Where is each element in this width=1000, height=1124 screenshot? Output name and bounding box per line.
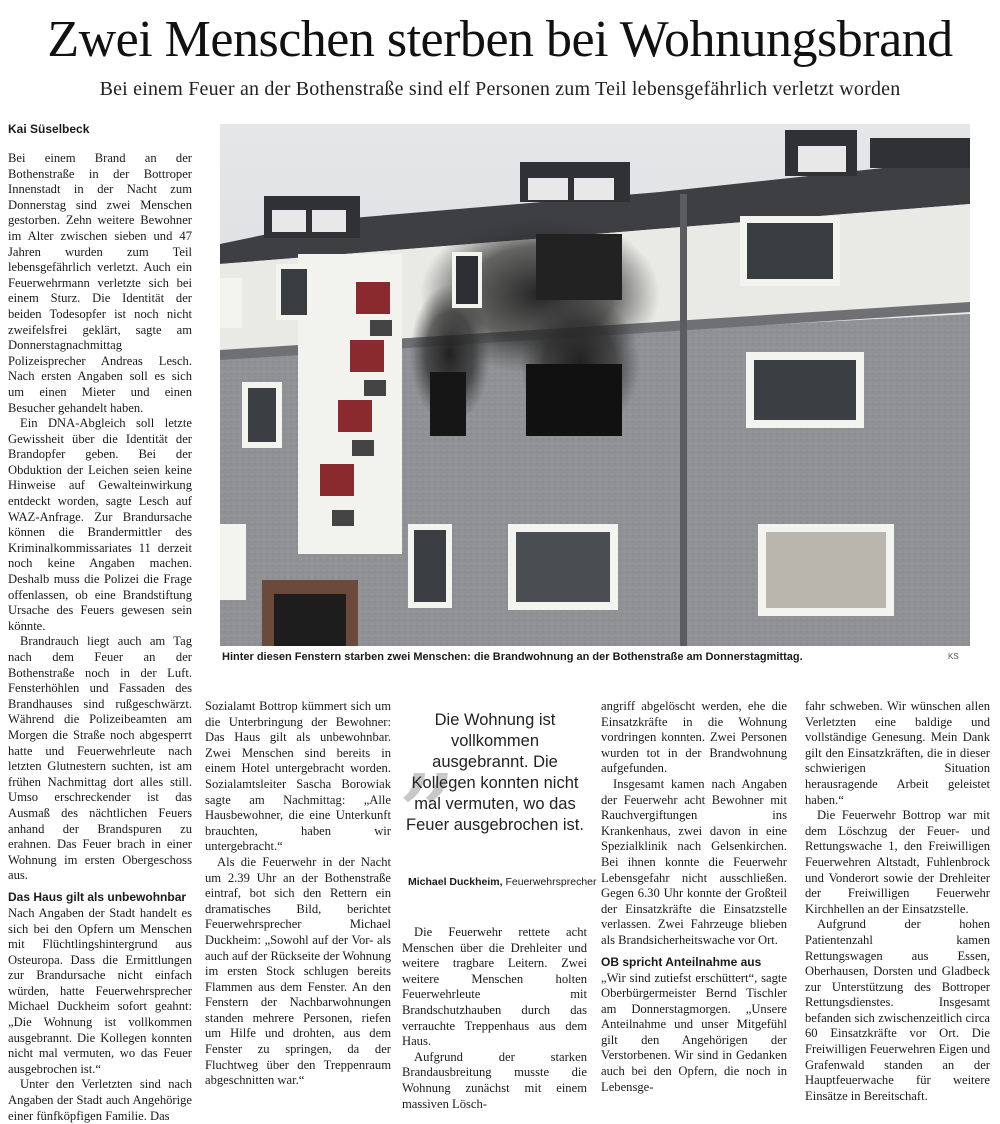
paragraph: angriff abgelöscht werden, ehe die Einsatzkräfte in die Wohnung vordringen konnten. Zwei Personen wurden tot in der Brandwohnung aufgefunden.: [601, 699, 787, 776]
paragraph: fahr schweben. Wir wünschen allen Verletzten eine baldige und vollständige Genesung. Mein Dank gilt den Einsatzkräften, die in dieser schwierigen Situation herausragende Arbeit geleistet haben.“: [805, 699, 990, 807]
subheading: Das Haus gilt als unbewohnbar: [8, 889, 187, 904]
article-column-1: [8, 151, 192, 1124]
paragraph: Aufgrund der hohen Patientenzahl kamen Rettungswagen aus Essen, Oberhausen, Dorsten und Gladbeck zur Unterstützung des Bottroper Rettungsdienstes. Insgesamt befanden sich zwischenzeitlich circa 60 Einsatzkräfte vor Ort. Die Freiwilligen Feuerwehren Eigen und Grafenwald standen an der Hauptfeuerwache für weitere Einsätze in Bereitschaft.: [805, 917, 991, 1103]
quote-author-name: Michael Duckheim,: [408, 876, 503, 888]
paragraph: Aufgrund der starken Brandausbreitung musste die Wohnung zunächst mit einem massiven Lösch-: [402, 1049, 587, 1111]
paragraph: Insgesamt kamen nach Angaben der Feuerwehr acht Bewohner mit Rauchvergiftungen ins Krankenhaus, zwei davon in eine Spezialklinik nach Gelsenkirchen. Bei ihnen konnte die Feuerwehr Lebensgefahr nicht ausschließen. Gegen 6.30 Uhr konnte der Großteil der Einsatzkräfte die Einsatzstelle verlassen. Zwei Fahrzeuge blieben als Brandsicherheitswache vor Ort.: [601, 776, 787, 947]
photo-credit: KS: [948, 652, 959, 661]
paragraph: Unter den Verletzten sind nach Angaben der Stadt auch Angehörige einer fünfköpfigen Familie. Das: [8, 1077, 192, 1123]
paragraph: Die Feuerwehr rettete acht Menschen über die Drehleiter und weitere tragbare Leitern. Zwei weitere Menschen holten Feuerwehrleute mit Brandschutzhauben durch das verrauchte Treppenhaus aus dem Haus.: [402, 925, 587, 1049]
article-column-3: [402, 925, 587, 1112]
article-column-2: [205, 699, 391, 1089]
photo-caption: Hinter diesen Fenstern starben zwei Menschen: die Brandwohnung an der Bothenstraße am Donnerstagmittag.: [222, 651, 803, 663]
article-photo: [220, 124, 970, 646]
article-column-5: [805, 699, 990, 1104]
paragraph: Nach Angaben der Stadt handelt es sich bei den Opfern um Menschen mit Flüchtlingshintergrund aus Osteuropa. Dass die Ermittlungen zur Brandursache nicht einfach würden, hatte Feuerwehrsprecher Michael Duckheim sofort geahnt: „Die Wohnung ist vollkommen ausgebrannt. Die Kollegen konnten nicht mal vermuten, wo das Feuer ausgebrochen ist.“: [8, 905, 192, 1076]
paragraph: „Wir sind zutiefst erschüttert“, sagte Oberbürgermeister Bernd Tischler am Donnerstagmorgen. „Unsere Anteilnahme und unser Mitgefühl gilt den Angehörigen der Verstorbenen. Wir sind in Gedanken auch bei den Opfern, die noch in Lebensge-: [601, 970, 787, 1094]
quote-mark-icon: „: [398, 676, 460, 814]
quote-author-role: Feuerwehrsprecher: [505, 876, 597, 888]
subheading: OB spricht Anteilnahme aus: [601, 954, 762, 969]
subheadline: Bei einem Feuer an der Bothenstraße sind elf Personen zum Teil lebensgefährlich verletzt worden: [99, 78, 901, 100]
paragraph: Brandrauch liegt auch am Tag nach dem Feuer an der Bothenstraße noch in der Luft. Fensterhöhlen und Fassaden des Brandhauses sind rußgeschwärzt. Während die Polizeibeamten am Morgen die Straße noch abgesperrt hatte und Feuerwehrleute nach letzten Glutnestern suchten, ist am frühen Nachmittag dort alles still. Umso erschreckender ist das Ausmaß des nächtlichen Feuers anhand der Brandspuren zu erahnen. Das Feuer brach in einer Wohnung im ersten Obergeschoss aus.: [8, 634, 192, 883]
pull-quote-author: [408, 876, 598, 888]
paragraph: Sozialamt Bottrop kümmert sich um die Unterbringung der Bewohner: Das Haus gilt als unbewohnbar. Zwei Menschen sind bereits in einem Hotel untergebracht worden. Sozialamtsleiter Sascha Borowiak sagte am Nachmittag: „Alle Hausbewohner, die eine Unterkunft brauchten, haben wir untergebracht.“: [205, 699, 391, 854]
author-byline: Kai Süselbeck: [8, 122, 90, 136]
paragraph: Bei einem Brand an der Bothenstraße in der Bottroper Innenstadt in der Nacht zum Donnerstag sind zwei Menschen gestorben. Zehn weitere Bewohner im Alter zwischen sieben und 47 Jahren wurden zum Teil lebensgefährlich verletzt. Auch ein Feuerwehrmann verletzte sich bei einem Sturz. Die Identität der beiden Todesopfer ist noch nicht zweifelsfrei geklärt, sagte am Donnerstagnachmittag Polizeisprecher Andreas Lesch. Nach ersten Angaben soll es sich um einen Mieter und einen Besucher gehandelt haben.: [8, 151, 192, 415]
paragraph: Die Feuerwehr Bottrop war mit dem Löschzug der Feuer- und Rettungswache 1, den Freiwilligen Feuerwehren Altstadt, Fuhlenbrock und Vonderort sowie der Drehleiter der Freiwilligen Feuerwehr Kirchhellen an der Einsatzstelle.: [805, 808, 990, 916]
paragraph: Ein DNA-Abgleich soll letzte Gewissheit über die Identität der Brandopfer geben. Bei der Obduktion der Leichen seien keine Hinweise auf Gewalteinwirkung entdeckt worden, sagte Lesch auf WAZ-Anfrage. Zur Brandursache können die Brandermittler des Kriminalkommissariates 11 derzeit noch keine Angaben machen. Deshalb muss die Polizei die Frage offenlassen, ob eine Brandstiftung Ursache des Feuers gewesen sein könnte.: [8, 416, 192, 633]
article-column-4: [601, 699, 787, 1095]
pull-quote: Die Wohnung ist vollkommen ausgebrannt. Die Kollegen konnten nicht mal vermuten, wo das Feuer ausgebrochen ist.: [406, 711, 584, 834]
headline: Zwei Menschen sterben bei Wohnungsbrand: [47, 11, 953, 68]
building-fire-photo: [220, 124, 970, 646]
paragraph: Als die Feuerwehr in der Nacht um 2.39 Uhr an der Bothenstraße eintraf, bot sich den Rettern ein dramatisches Bild, berichtet Feuerwehrsprecher Michael Duckheim: „Sowohl auf der Vor- als auch auf der Rückseite der Wohnung im ersten Stock schlugen bereits Flammen aus dem Fenster. An den Fenstern der Nachbarwohnungen standen mehrere Personen, riefen um Hilfe und drohten, aus dem Fenster zu springen, da der Fluchtweg über den Treppenraum abgeschnitten war.“: [205, 854, 391, 1088]
